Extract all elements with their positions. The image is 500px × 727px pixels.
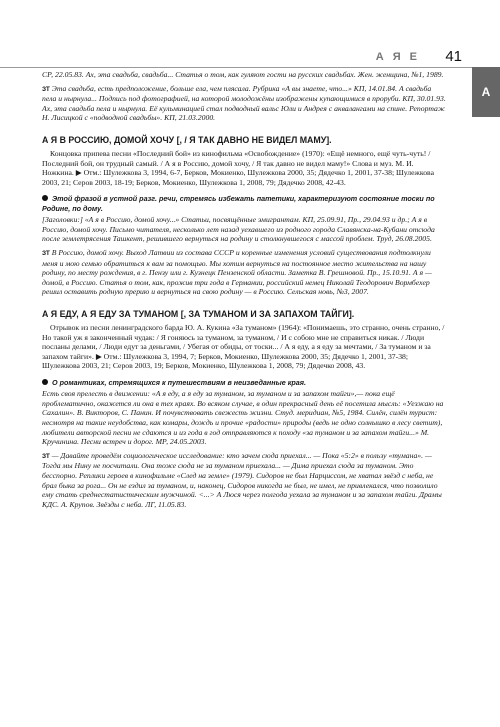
block-text: — Давайте проведём социологическое исследование: кто зачем сюда приехал... — Пока «5:2» в пользу «тумана». — Тогда мы Нину не посчитали. Она тоже сюда не за туманом приехала... — Дима приехал сюда за туманом. Это бесспорно. Реплики героев в кинофильме «След на земле» (1979). Сидоров не был Нарциссом, не хватал звёзд с неба, не брал быка за рога... Он не ездил за туманом, и, наконец, Сидоров никогда не был, не имел, не привлекался, что позволило ему стать среднестатистическим мужчиной. <...> А Люся через полгода уехала за туманом и за запахом тайги. Драмы КДС. А. Крупов. Звёзды с неба. ЛГ, 11.05.83. (42, 450, 442, 509)
entry-headword (42, 309, 446, 320)
entry-paragraph (42, 389, 446, 447)
block-text: [Заголовки:] «А я в Россию, домой хочу...» Статьи, посвящённые эмигрантам. КП, 25.09.91, Пр., 29.04.93 и др.; А я в Россию, домой хочу. Письмо читателя, несколько лет назад уехавшего из родного города Славянска-на-Кубани отсюда после землетрясения Ташкент, решившего вернуться на родину и столкнувшегося с массой проблем. Труд, 26.08.2005. (42, 215, 435, 244)
entry-headword (42, 135, 446, 146)
block-text: СР, 22.05.83. Ах, эта свадьба, свадьба... Статья о том, как гуляют гости на русских свадьбах. Жен. женщина, №1, 1989. (42, 70, 444, 79)
spacer (42, 297, 446, 301)
block-text: О романтиках, стремящихся к путешествиям в неизведанные края. (52, 377, 306, 387)
entry-paragraph (42, 84, 446, 123)
label-zt: ЗТ (42, 249, 50, 257)
page-number: 41 (445, 48, 462, 65)
usage-note (42, 194, 446, 213)
spacer (42, 509, 446, 513)
entry-paragraph (42, 149, 446, 187)
entry-paragraph (42, 323, 446, 371)
entry-paragraph (42, 451, 446, 510)
spacer (42, 123, 446, 127)
label-zt: ЗТ (42, 452, 50, 460)
block-text: В Россию, домой хочу. Выход Латвии из состава СССР и коренные изменения условий существования подтолкнули меня и мою семью обратиться к вам за помощью. Мы хотим вернуться на постоянное место жительства на нашу родину, по месту рождения, в г. Пензу или г. Кузнецк Пензенской области. Заметка В. Грешновой. Пр., 15.10.91. А я — домой, в Россию. Статья о том, как, прожив три года в Германии, российский немец Николай Теодорович Вормбехер решил оставить родную прерию и вернуться на свою родину — в Россию. Сельская новь, №3, 2007. (42, 247, 432, 297)
block-text: Отрывок из песни ленинградского барда Ю. А. Кукина «За туманом» (1964): «Понимаешь, это странно, очень странно, / Но такой уж я законченный чудак: / Я гоняюсь за туманом, за туманом, / И с собою мне не справиться никак. / Люди посланы делами, / Люди едут за деньгами, / Убегая от обиды, от тоски... / А я еду, а я еду за мечтами, / За туманом и за запахом тайги». ▶ Отм.: Шулежкова 3, 1994, 7; Берков, Мокиенко, Шулежкова 2000, 35; Дядечко 1, 2001, 37-38; Шулежкова 2003, 21; Серов 2003, 19; Берков, Мокиенко, Шулежкова 1, 2008, 79; Дядечко 2008, 43. (42, 322, 445, 371)
block-text: Концовка припева песни «Последний бой» из кинофильма «Освобождение» (1970): «Ещё немного, ещё чуть-чуть! / Последний бой, он трудный самый. / А я в Россию, домой хочу, / Я так давно не видел маму!» Слова и муз. М. И. Ножкина. ▶ Отм.: Шулежкова 3, 1994, 6-7, Берков, Мокиенко, Шулежкова 2000, 35; Дядечко 1, 2001, 37-38; Шулежкова 2003, 21; Серов 2003, 18-19; Берков, Мокиенко, Шулежкова 1, 2008, 79; Дядечко 2008, 42-43. (42, 148, 434, 187)
alphabet-tab: А (472, 67, 500, 117)
spacer (42, 187, 446, 191)
header-rule (0, 67, 472, 68)
entry-paragraph (42, 70, 446, 80)
block-text: Есть своя прелесть в движении: «А я еду, а я еду за туманом, за туманом и за запахом тайги»,— пока ещё проблематично, окажется ли она в тех краях. Во всяком случае, в один прекрасный день её посетила мысль: «Уезжаю на Сахалин». В. Викторов, С. Панин. И почувствовать свежесть жизни. Студ. меридиан, №5, 1984. Силён, силён турист: несмотря на такие неудобства, как комары, дождь и прочие «радости» природы (ведь не одно солнышко в лесу светит), любители авторской песни не сдаются и из года в год отправляются к походу «за туманом и за запахом тайги...» М. Кручинина. Песни встреч и дорог. МР, 24.05.2003. (42, 389, 444, 447)
entry-paragraph (42, 215, 446, 244)
running-head: А Я Е (375, 51, 420, 63)
bullet-icon (42, 379, 48, 385)
bullet-icon (42, 195, 48, 201)
block-text: А Я В РОССИЮ, ДОМОЙ ХОЧУ [, / Я ТАК ДАВНО НЕ ВИДЕЛ МАМУ]. (42, 134, 332, 145)
label-zt: ЗТ (42, 85, 50, 93)
entry-paragraph (42, 248, 446, 297)
block-text: Этой фразой в устной разг. речи, стремясь избежать патетики, характеризуют состояние тоски по Родине, по дому. (42, 194, 435, 213)
usage-note (42, 378, 446, 387)
block-text: Эта свадьба, есть предположение, больше ела, чем плясала. Рубрика «А вы знаете, что...» КП, 14.01.84. А свадьба пела и нырнула... Подпись под фотографией, на которой молодожёны изображены купающимися в проруби. КП, 30.01.93. Ах, эта свадьба пела и нырнула. Её кульминацией стал подводный вальс Юли и Андрея с аквалангами на спине. Репортаж Н. Лисицкой с «подводной свадьбы». КП, 21.03.2000. (42, 83, 446, 123)
dictionary-body (42, 70, 446, 513)
spacer (42, 371, 446, 375)
block-text: А Я ЕДУ, А Я ЕДУ ЗА ТУМАНОМ [, ЗА ТУМАНОМ И ЗА ЗАПАХОМ ТАЙГИ]. (42, 308, 355, 319)
